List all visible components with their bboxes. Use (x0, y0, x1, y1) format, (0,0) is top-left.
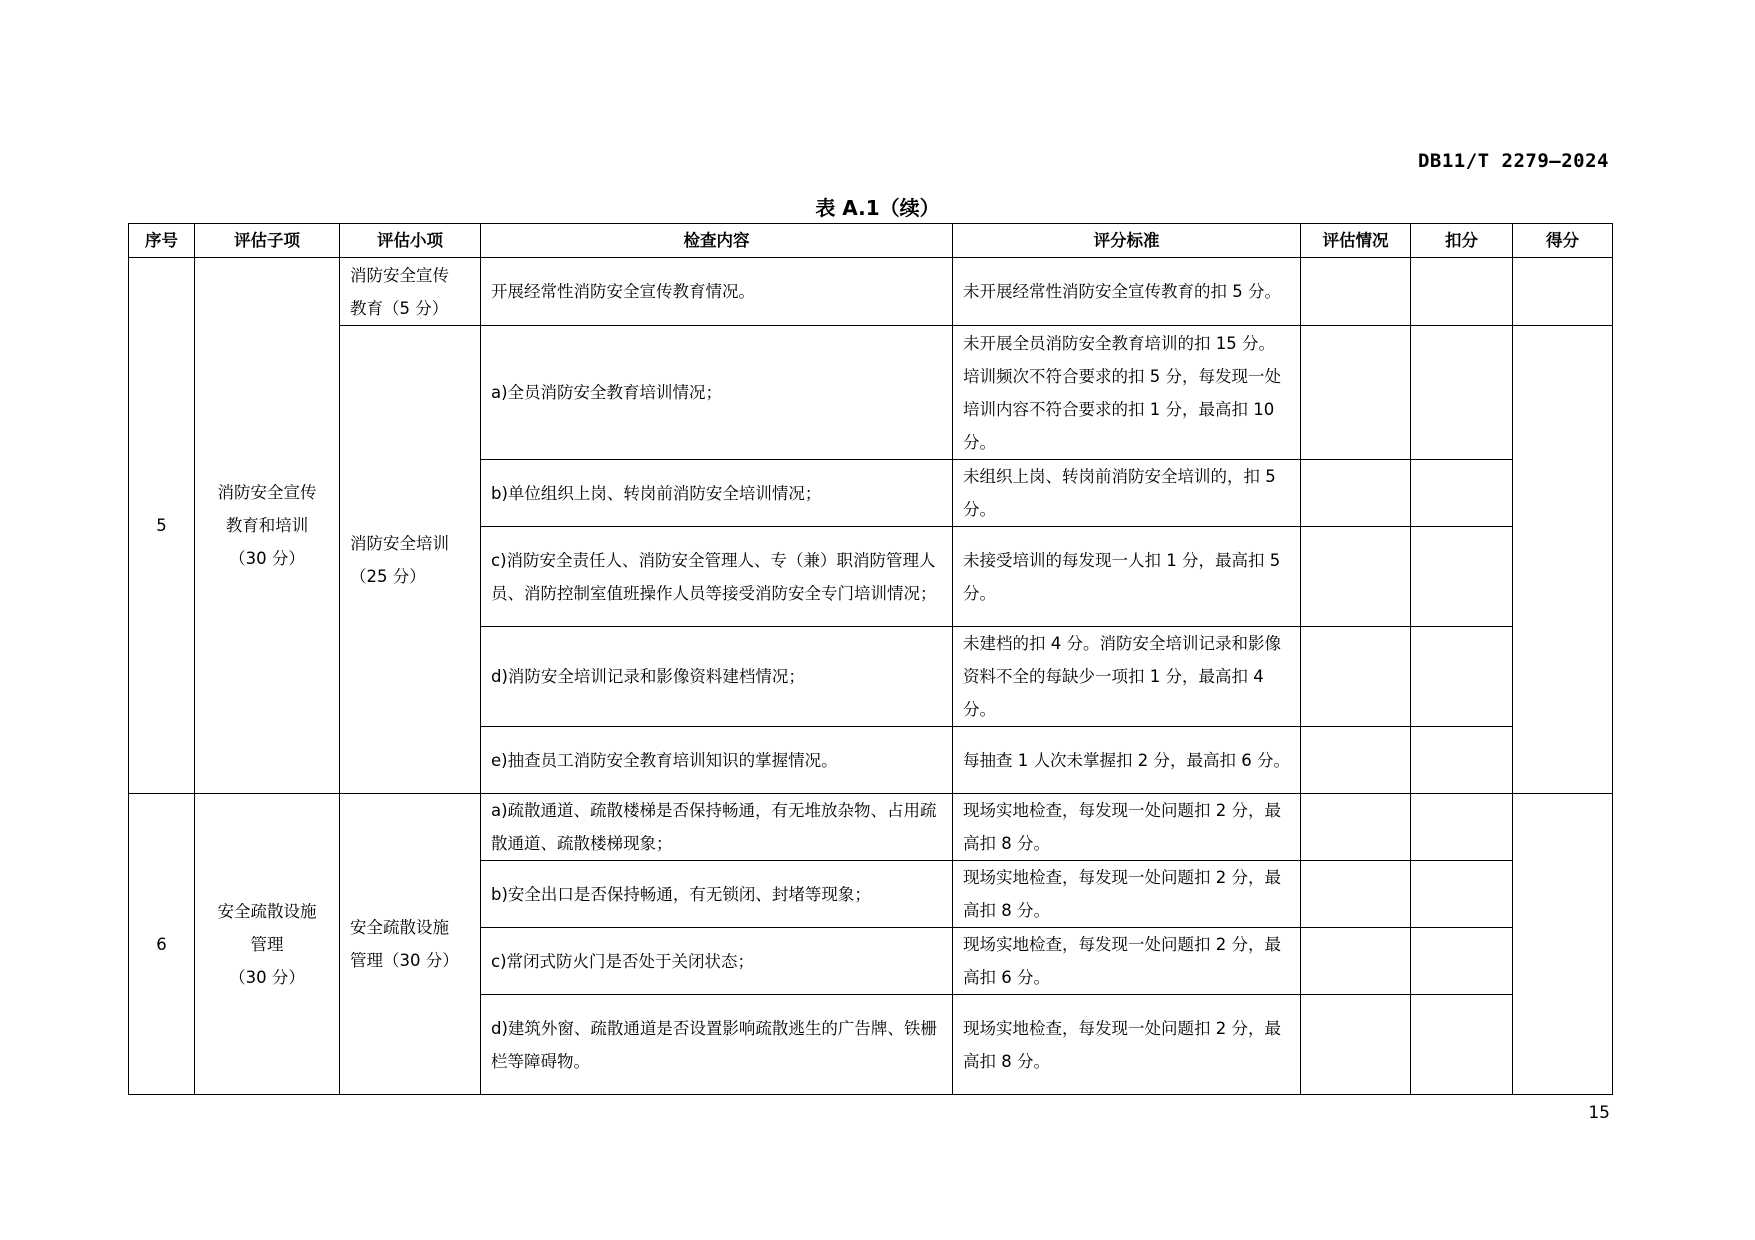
minor-item-line: 消防安全培训 (350, 533, 449, 553)
deduction-cell (1411, 928, 1513, 995)
deduction-cell (1411, 627, 1513, 727)
column-header-standard: 评分标准 (953, 224, 1301, 258)
check-content: e)抽查员工消防安全教育培训知识的掌握情况。 (481, 727, 953, 794)
minor-item (340, 258, 481, 326)
assessment-cell (1301, 527, 1411, 627)
group-number: 5 (129, 258, 195, 794)
scoring-standard: 未组织上岗、转岗前消防安全培训的，扣 5 分。 (953, 460, 1301, 527)
subitem-line: （30 分） (229, 967, 305, 987)
deduction-cell (1411, 861, 1513, 928)
assessment-cell (1301, 258, 1411, 326)
subitem-line: 消防安全宣传 (217, 483, 317, 502)
deduction-cell (1411, 727, 1513, 794)
check-content: a)疏散通道、疏散楼梯是否保持畅通，有无堆放杂物、占用疏散通道、疏散楼梯现象； (481, 794, 953, 861)
minor-item-line: 消防安全宣传 (350, 265, 449, 285)
subitem-line: 安全疏散设施 (217, 901, 317, 921)
page-number: 15 (1588, 1103, 1610, 1123)
check-content: c)常闭式防火门是否处于关闭状态； (481, 928, 953, 995)
scoring-standard: 未开展经常性消防安全宣传教育的扣 5 分。 (953, 258, 1301, 326)
assessment-cell (1301, 928, 1411, 995)
deduction-cell (1411, 460, 1513, 527)
subitem-line: （30 分） (229, 549, 305, 568)
minor-item-line: （25 分） (350, 566, 426, 586)
column-header-score: 得分 (1513, 224, 1613, 258)
subitem-line: 管理 (250, 934, 284, 954)
score-cell (1513, 794, 1613, 1095)
table-row (129, 258, 1613, 326)
assessment-cell (1301, 727, 1411, 794)
check-content: b)安全出口是否保持畅通，有无锁闭、封堵等现象； (481, 861, 953, 928)
deduction-cell (1411, 326, 1513, 460)
table-body (129, 258, 1613, 1095)
table-header (129, 224, 1613, 258)
column-header-assessment: 评估情况 (1301, 224, 1411, 258)
deduction-cell (1411, 794, 1513, 861)
minor-item (340, 794, 481, 1095)
assessment-cell (1301, 995, 1411, 1095)
assessment-cell (1301, 460, 1411, 527)
group-subitem (195, 794, 340, 1095)
assessment-table (128, 223, 1613, 1095)
check-content: c)消防安全责任人、消防安全管理人、专（兼）职消防管理人员、消防控制室值班操作人员等接受消防安全专门培训情况； (481, 527, 953, 627)
group-number: 6 (129, 794, 195, 1095)
score-cell (1513, 258, 1613, 326)
minor-item-line: 安全疏散设施 (350, 918, 449, 937)
column-header-deduction: 扣分 (1411, 224, 1513, 258)
scoring-standard: 每抽查 1 人次未掌握扣 2 分，最高扣 6 分。 (953, 727, 1301, 794)
table-row (129, 326, 1613, 460)
check-content: d)建筑外窗、疏散通道是否设置影响疏散逃生的广告牌、铁栅栏等障碍物。 (481, 995, 953, 1095)
assessment-cell (1301, 326, 1411, 460)
minor-item-line: 管理（30 分） (350, 951, 459, 970)
table-title: 表 A.1（续） (815, 196, 940, 220)
subitem-line: 教育和培训 (225, 516, 309, 535)
assessment-cell (1301, 794, 1411, 861)
column-header-minor-item: 评估小项 (340, 224, 481, 258)
column-header-number: 序号 (129, 224, 195, 258)
column-header-subitem: 评估子项 (195, 224, 340, 258)
check-content: d)消防安全培训记录和影像资料建档情况； (481, 627, 953, 727)
scoring-standard: 现场实地检查，每发现一处问题扣 2 分，最高扣 8 分。 (953, 861, 1301, 928)
deduction-cell (1411, 258, 1513, 326)
scoring-standard: 现场实地检查，每发现一处问题扣 2 分，最高扣 6 分。 (953, 928, 1301, 995)
check-content: 开展经常性消防安全宣传教育情况。 (481, 258, 953, 326)
header-row (129, 224, 1613, 258)
minor-item-line: 教育（5 分） (350, 298, 449, 318)
scoring-standard: 未接受培训的每发现一人扣 1 分，最高扣 5 分。 (953, 527, 1301, 627)
scoring-standard: 未开展全员消防安全教育培训的扣 15 分。培训频次不符合要求的扣 5 分，每发现一处培训内容不符合要求的扣 1 分，最高扣 10 分。 (953, 326, 1301, 460)
check-content: b)单位组织上岗、转岗前消防安全培训情况； (481, 460, 953, 527)
column-header-content: 检查内容 (481, 224, 953, 258)
scoring-standard: 未建档的扣 4 分。消防安全培训记录和影像资料不全的每缺少一项扣 1 分，最高扣 4 分。 (953, 627, 1301, 727)
minor-item (340, 326, 481, 794)
table-row (129, 794, 1613, 861)
deduction-cell (1411, 995, 1513, 1095)
deduction-cell (1411, 527, 1513, 627)
document-code: DB11/T 2279—2024 (1417, 150, 1609, 172)
assessment-cell (1301, 627, 1411, 727)
scoring-standard: 现场实地检查，每发现一处问题扣 2 分，最高扣 8 分。 (953, 995, 1301, 1095)
scoring-standard: 现场实地检查，每发现一处问题扣 2 分，最高扣 8 分。 (953, 794, 1301, 861)
assessment-cell (1301, 861, 1411, 928)
group-subitem (195, 258, 340, 794)
score-cell (1513, 326, 1613, 794)
check-content: a)全员消防安全教育培训情况； (481, 326, 953, 460)
